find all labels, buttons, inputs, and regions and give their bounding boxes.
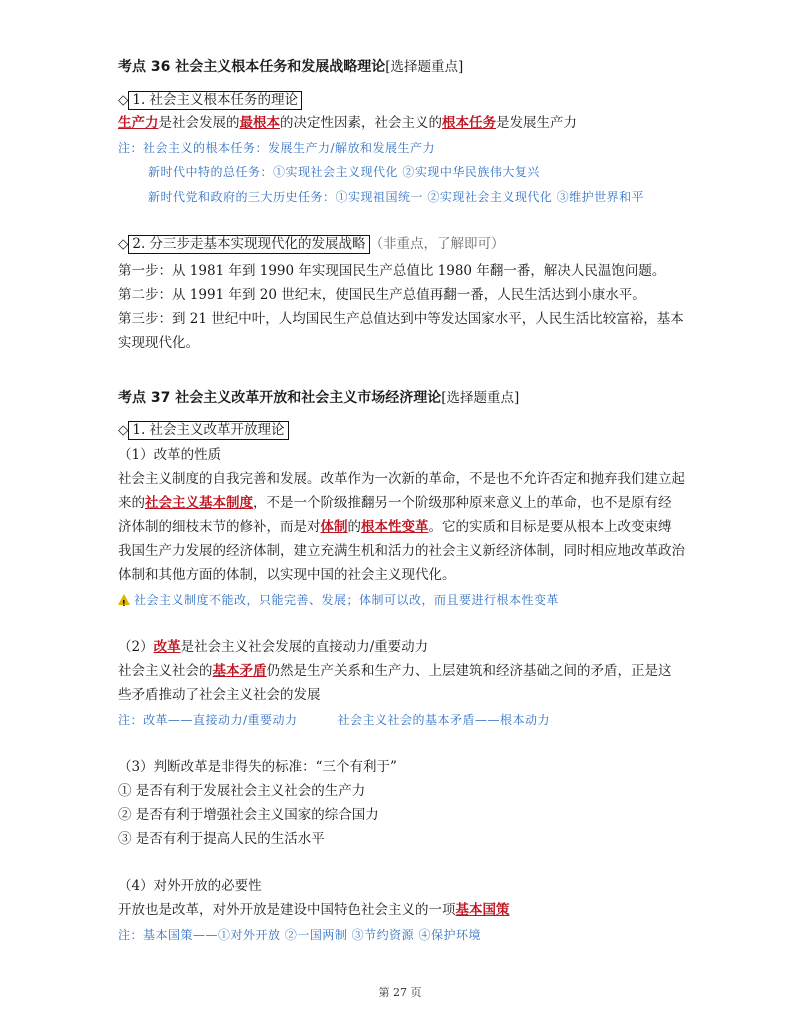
- section-36-heading: [118, 58, 463, 76]
- note-part-b: 社会主义社会的基本矛盾——根本动力: [337, 713, 551, 727]
- s36-sub2-aside: （非重点，了解即可）: [369, 236, 505, 252]
- p1-line-2: [118, 494, 672, 512]
- text-run: 是社会发展的: [158, 115, 240, 131]
- highlight-term: 生产力: [118, 115, 159, 131]
- text-run: 是发展生产力: [496, 115, 577, 131]
- s37-sub1-heading: [118, 421, 289, 440]
- text-run: 的: [347, 519, 361, 535]
- note-part-a: 注：改革——直接动力/重要动力: [118, 713, 298, 727]
- p3-item-1: ① 是否有利于发展社会主义社会的生产力: [118, 783, 366, 799]
- diamond-bullet: ◇: [118, 92, 129, 108]
- p3-item-2: ② 是否有利于增强社会主义国家的综合国力: [118, 807, 379, 823]
- p1-warning-note: [118, 591, 559, 609]
- highlight-term: 社会主义基本制度: [145, 495, 253, 511]
- text-run: 是社会主义社会发展的直接动力/重要动力: [180, 639, 429, 655]
- section-36-tag: [选择题重点]: [385, 59, 464, 75]
- step-3-line-1: 第三步：到 21 世纪中叶，人均国民生产总值达到中等发达国家水平，人民生活比较富裕，基本: [118, 311, 684, 327]
- warning-text: 社会主义制度不能改，只能完善、发展；体制可以改，而且要进行根本性变革: [134, 593, 560, 607]
- p1-line-1: 社会主义制度的自我完善和发展。改革作为一次新的革命，不是也不允许否定和抛弃我们建立起: [118, 471, 685, 487]
- s36-sub1-title: 1. 社会主义根本任务的理论: [128, 91, 302, 110]
- text-run: 社会主义社会的: [118, 663, 213, 679]
- p2-title: [118, 638, 428, 656]
- s37-sub1-title: 1. 社会主义改革开放理论: [128, 421, 288, 440]
- s36-sub2-title: 2. 分三步走基本实现现代化的发展战略: [128, 235, 369, 254]
- s36-note-3: 新时代党和政府的三大历史任务：①实现祖国统一 ②实现社会主义现代化 ③维护世界和平: [148, 190, 645, 204]
- section-37-heading: [118, 389, 519, 407]
- highlight-term: 基本矛盾: [212, 663, 267, 679]
- step-1: 第一步：从 1981 年到 1990 年实现国民生产总值比 1980 年翻一番，解决人民温饱问题。: [118, 263, 666, 279]
- text-run: ，不是一个阶级推翻另一个阶级那种原来意义上的革命，也不是原有经: [253, 495, 672, 511]
- diamond-bullet: ◇: [118, 236, 129, 252]
- warning-icon: [118, 594, 130, 605]
- text-run: 开放也是改革，对外开放是建设中国特色社会主义的一项: [118, 902, 456, 918]
- text-run: 仍然是生产关系和生产力、上层建筑和经济基础之间的矛盾，正是这: [266, 663, 672, 679]
- highlight-term: 改革: [153, 639, 181, 655]
- text-run: 。它的实质和目标是要从根本上改变束缚: [428, 519, 672, 535]
- p2-note: [118, 711, 550, 729]
- text-run: 的决定性因素，社会主义的: [280, 115, 442, 131]
- p4-note: 注：基本国策——①对外开放 ②一国两制 ③节约资源 ④保护环境: [118, 928, 481, 942]
- s36-note-2: 新时代中特的总任务：①实现社会主义现代化 ②实现中华民族伟大复兴: [148, 165, 540, 179]
- text-run: 来的: [118, 495, 145, 511]
- highlight-term: 最根本: [239, 115, 280, 131]
- p2-line-3: 些矛盾推动了社会主义社会的发展: [118, 687, 321, 703]
- p1-line-3: [118, 518, 672, 536]
- text-run: （2）: [118, 639, 154, 655]
- diamond-bullet: ◇: [118, 422, 129, 438]
- text-run: 济体制的细枝末节的修补，而是对: [118, 519, 321, 535]
- s36-note-1: 注：社会主义的根本任务：发展生产力/解放和发展生产力: [118, 141, 436, 155]
- highlight-term: 根本性变革: [361, 519, 429, 535]
- p1-line-5: 体制和其他方面的体制，以实现中国的社会主义现代化。: [118, 567, 456, 583]
- p1-title: （1）改革的性质: [118, 447, 222, 463]
- p2-line-2: [118, 662, 672, 680]
- s36-sub1-heading: [118, 91, 302, 110]
- step-2: 第二步：从 1991 年到 20 世纪末，使国民生产总值再翻一番，人民生活达到小康水平。: [118, 287, 646, 303]
- p4-title: （4）对外开放的必要性: [118, 878, 262, 894]
- s36-sub2-heading: [118, 235, 505, 254]
- p1-line-4: 我国生产力发展的经济体制，建立充满生机和活力的社会主义新经济体制，同时相应地改革政治: [118, 543, 685, 559]
- highlight-term: 体制: [320, 519, 348, 535]
- section-37-tag: [选择题重点]: [441, 390, 520, 406]
- page-number: 第 27 页: [378, 986, 422, 999]
- p3-item-3: ③ 是否有利于提高人民的生活水平: [118, 831, 325, 847]
- section-37-title: 考点 37 社会主义改革开放和社会主义市场经济理论: [118, 390, 442, 406]
- p3-title: （3）判断改革是非得失的标准：“三个有利于”: [118, 759, 397, 775]
- highlight-term: 基本国策: [455, 902, 510, 918]
- step-3-line-2: 实现现代化。: [118, 335, 199, 351]
- section-36-title: 考点 36 社会主义根本任务和发展战略理论: [118, 59, 386, 75]
- p4-line-1: [118, 901, 510, 919]
- s36-sub1-paragraph: [118, 114, 577, 132]
- highlight-term: 根本任务: [442, 115, 496, 131]
